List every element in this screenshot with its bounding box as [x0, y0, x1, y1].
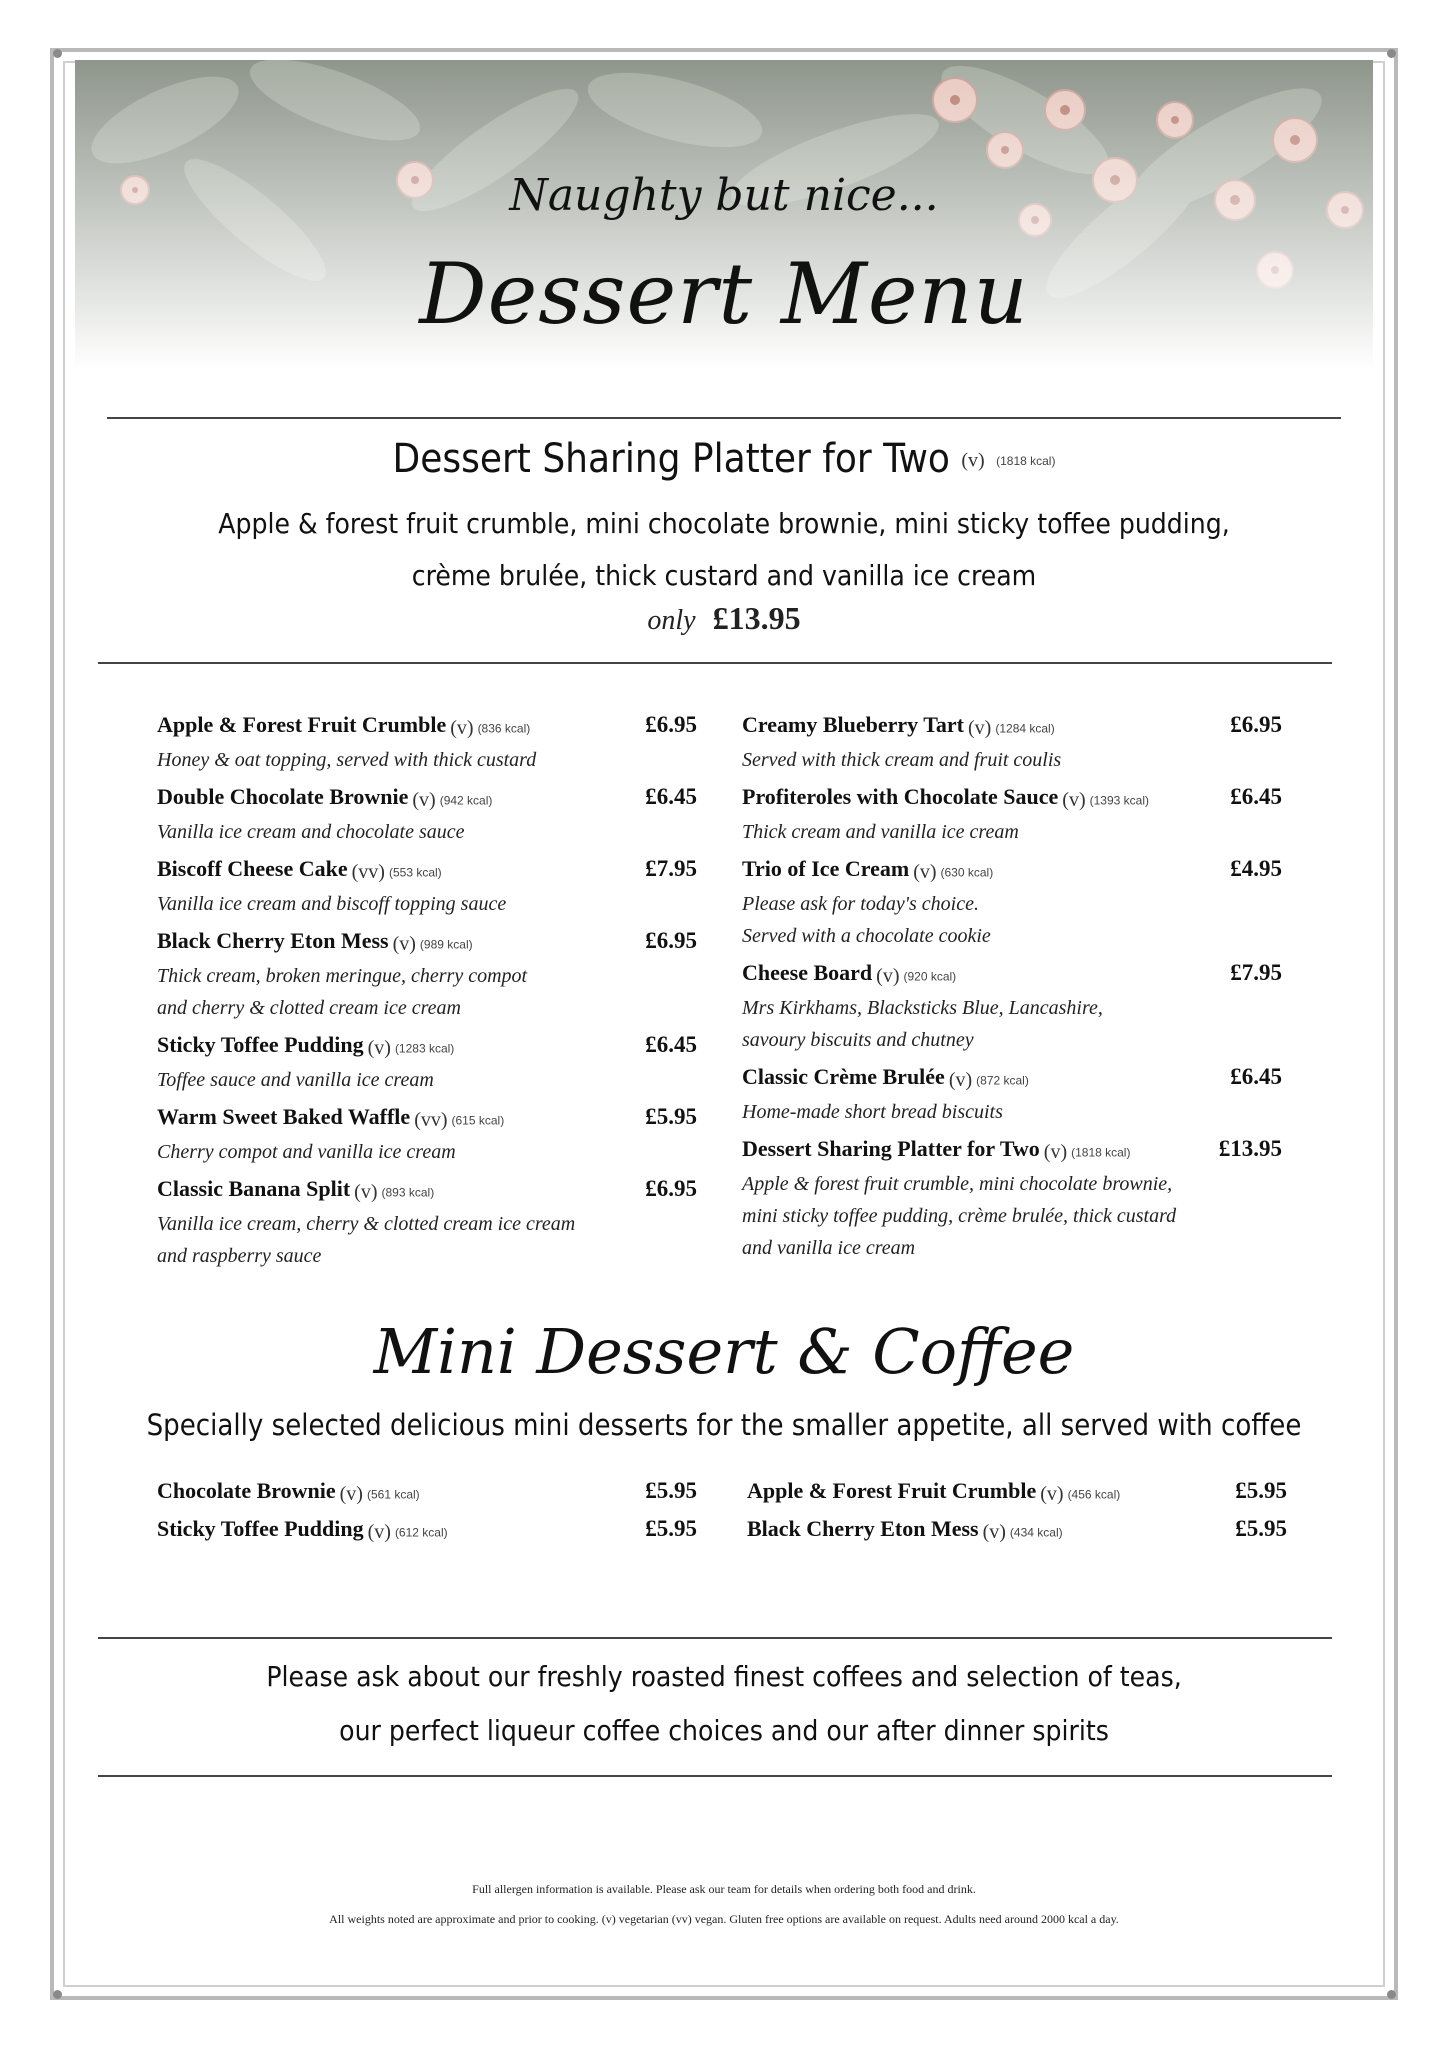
item-price: £13.95 — [1218, 1136, 1282, 1161]
item-name: Black Cherry Eton Mess — [157, 928, 389, 953]
item-header — [742, 784, 1282, 816]
divider-platter — [98, 662, 1332, 664]
item-description: Apple & forest fruit crumble, mini chocolate brownie, — [742, 1173, 1173, 1195]
item-price: £6.45 — [645, 784, 697, 809]
corner-dot-br — [1387, 1990, 1396, 1999]
item-name: Black Cherry Eton Mess — [747, 1516, 979, 1541]
item-kcal: (434 kcal) — [1009, 1525, 1063, 1540]
item-header — [157, 1104, 697, 1136]
item-header — [157, 1478, 697, 1510]
item-price: £6.95 — [1230, 712, 1282, 737]
item-kcal: (456 kcal) — [1067, 1487, 1121, 1502]
item-price: £6.45 — [645, 1032, 697, 1057]
item-description: savoury biscuits and chutney — [742, 1029, 974, 1051]
item-diet: (v) — [354, 1180, 378, 1203]
mini-dessert-item — [747, 1478, 1287, 1516]
item-name: Profiteroles with Chocolate Sauce — [742, 784, 1059, 809]
item-name: Double Chocolate Brownie — [157, 784, 409, 809]
item-price: £6.95 — [645, 1176, 697, 1201]
dessert-item — [742, 784, 1282, 848]
item-price: £7.95 — [645, 856, 697, 881]
item-kcal: (893 kcal) — [381, 1185, 435, 1200]
legal-note: All weights noted are approximate and prior to cooking. (v) vegetarian (vv) vegan. Gluten free options are available on request. Adults need around 2000 kcal a day. — [329, 1912, 1119, 1926]
item-kcal: (615 kcal) — [451, 1113, 505, 1128]
item-header — [157, 712, 697, 744]
item-diet: (v) — [367, 1036, 391, 1059]
item-description: Thick cream and vanilla ice cream — [742, 821, 1019, 843]
item-description: Mrs Kirkhams, Blacksticks Blue, Lancashire, — [742, 997, 1103, 1019]
item-description: mini sticky toffee pudding, crème brulée, thick custard — [742, 1205, 1177, 1227]
item-diet: (vv) — [351, 860, 385, 883]
mini-section-subtitle: Specially selected delicious mini desserts for the smaller appetite, all served with coffee — [146, 1408, 1302, 1442]
item-price: £5.95 — [645, 1516, 697, 1541]
item-price: £6.45 — [1230, 784, 1282, 809]
drinks-note-line1: Please ask about our freshly roasted finest coffees and selection of teas, — [266, 1660, 1182, 1693]
item-kcal: (1283 kcal) — [394, 1041, 455, 1056]
item-diet: (v) — [913, 860, 937, 883]
item-header — [157, 1032, 697, 1064]
item-name: Trio of Ice Cream — [742, 856, 910, 881]
item-diet: (vv) — [414, 1108, 448, 1131]
item-header — [157, 928, 697, 960]
platter-diet: (v) — [961, 449, 985, 472]
item-diet: (v) — [367, 1520, 391, 1543]
dessert-item — [157, 1032, 697, 1096]
item-kcal: (1818 kcal) — [1071, 1145, 1131, 1160]
item-price: £7.95 — [1230, 960, 1282, 985]
menu-title: Dessert Menu — [419, 245, 1029, 343]
item-description: Honey & oat topping, served with thick custard — [157, 749, 537, 771]
mini-section-title: Mini Dessert & Coffee — [373, 1315, 1075, 1388]
platter-heading — [0, 436, 1448, 482]
item-price: £6.95 — [645, 928, 697, 953]
item-header — [747, 1516, 1287, 1548]
platter-price: £13.95 — [712, 600, 801, 636]
platter-price-line — [0, 600, 1448, 637]
item-name: Sticky Toffee Pudding — [157, 1516, 364, 1541]
dessert-list-left — [157, 712, 697, 1280]
platter-description — [0, 498, 1448, 602]
item-price: £4.95 — [1230, 856, 1282, 881]
dessert-item — [157, 1176, 697, 1272]
item-name: Biscoff Cheese Cake — [157, 856, 348, 881]
item-kcal: (872 kcal) — [976, 1073, 1029, 1088]
item-kcal: (630 kcal) — [940, 865, 994, 880]
mini-list-left — [157, 1478, 697, 1554]
item-header — [157, 1176, 697, 1208]
item-price: £5.95 — [645, 1478, 697, 1503]
item-description: Served with a chocolate cookie — [742, 925, 991, 947]
drinks-note — [0, 1650, 1448, 1758]
item-diet: (v) — [1040, 1482, 1064, 1505]
item-name: Classic Crème Brulée — [742, 1064, 945, 1089]
item-name: Dessert Sharing Platter for Two — [742, 1136, 1040, 1161]
item-header — [742, 960, 1282, 992]
item-header — [747, 1478, 1287, 1510]
dessert-item — [742, 1064, 1282, 1128]
item-description: Toffee sauce and vanilla ice cream — [157, 1069, 434, 1091]
item-price: £5.95 — [1235, 1478, 1287, 1503]
platter-desc-line2: crème brulée, thick custard and vanilla ice cream — [411, 559, 1037, 592]
dessert-item — [157, 712, 697, 776]
mini-dessert-item — [747, 1516, 1287, 1554]
item-diet: (v) — [968, 716, 992, 739]
item-description: Please ask for today's choice. — [742, 893, 979, 915]
item-header — [157, 784, 697, 816]
item-name: Apple & Forest Fruit Crumble — [747, 1478, 1037, 1503]
item-header — [157, 856, 697, 888]
item-description: Cherry compot and vanilla ice cream — [157, 1141, 456, 1163]
platter-kcal: (1818 kcal) — [996, 454, 1056, 468]
item-diet: (v) — [948, 1068, 973, 1091]
item-name: Cheese Board — [742, 960, 873, 985]
item-diet: (v) — [412, 788, 436, 811]
item-diet: (v) — [1062, 788, 1086, 811]
item-kcal: (989 kcal) — [419, 937, 473, 952]
item-header — [157, 1516, 697, 1548]
drinks-note-line2: our perfect liqueur coffee choices and our after dinner spirits — [339, 1714, 1109, 1747]
dessert-item — [742, 712, 1282, 776]
divider-top — [107, 417, 1341, 419]
item-name: Classic Banana Split — [157, 1176, 351, 1201]
dessert-item — [742, 960, 1282, 1056]
item-kcal: (920 kcal) — [903, 969, 957, 984]
mini-dessert-item — [157, 1478, 697, 1516]
divider-footer-top — [98, 1637, 1332, 1639]
item-diet: (v) — [876, 964, 900, 987]
platter-title: Dessert Sharing Platter for Two — [392, 436, 950, 482]
dessert-item — [157, 928, 697, 1024]
item-kcal: (942 kcal) — [439, 793, 493, 808]
dessert-item — [742, 1136, 1282, 1264]
item-diet: (v) — [450, 716, 474, 739]
item-kcal: (836 kcal) — [477, 721, 531, 736]
platter-price-prefix: only — [647, 605, 696, 636]
item-price: £5.95 — [1235, 1516, 1287, 1541]
item-diet: (v) — [1043, 1140, 1068, 1163]
platter-desc-line1: Apple & forest fruit crumble, mini chocolate brownie, mini sticky toffee pudding, — [218, 507, 1230, 540]
item-name: Sticky Toffee Pudding — [157, 1032, 364, 1057]
item-description: Vanilla ice cream and biscoff topping sauce — [157, 893, 507, 915]
tagline: Naughty but nice... — [509, 170, 939, 221]
item-description: Vanilla ice cream, cherry & clotted cream ice cream — [157, 1213, 576, 1235]
dessert-item — [157, 1104, 697, 1168]
item-header — [742, 1064, 1282, 1096]
item-kcal: (553 kcal) — [388, 865, 442, 880]
item-diet: (v) — [392, 932, 416, 955]
item-diet: (v) — [982, 1520, 1006, 1543]
dessert-item — [742, 856, 1282, 952]
item-kcal: (1284 kcal) — [995, 721, 1055, 736]
divider-footer-bottom — [98, 1775, 1332, 1777]
dessert-list-right — [742, 712, 1282, 1272]
allergen-note: Full allergen information is available. Please ask our team for details when ordering both food and drink. — [472, 1882, 976, 1896]
item-name: Warm Sweet Baked Waffle — [157, 1104, 411, 1129]
corner-dot-tr — [1387, 49, 1396, 58]
item-header — [742, 856, 1282, 888]
mini-dessert-item — [157, 1516, 697, 1554]
item-price: £6.45 — [1230, 1064, 1282, 1089]
dessert-item — [157, 856, 697, 920]
item-diet: (v) — [339, 1482, 363, 1505]
item-name: Chocolate Brownie — [157, 1478, 336, 1503]
item-kcal: (1393 kcal) — [1089, 793, 1149, 808]
item-description: Thick cream, broken meringue, cherry compot — [157, 965, 528, 987]
item-kcal: (561 kcal) — [366, 1487, 420, 1502]
item-name: Apple & Forest Fruit Crumble — [157, 712, 447, 737]
item-header — [742, 712, 1282, 744]
item-description: and cherry & clotted cream ice cream — [157, 997, 461, 1019]
mini-list-right — [747, 1478, 1287, 1554]
item-kcal: (612 kcal) — [394, 1525, 448, 1540]
dessert-item — [157, 784, 697, 848]
corner-dot-tl — [53, 49, 62, 58]
item-description: and vanilla ice cream — [742, 1237, 916, 1259]
item-description: Home-made short bread biscuits — [742, 1101, 1003, 1123]
item-description: Served with thick cream and fruit coulis — [742, 749, 1062, 771]
item-price: £6.95 — [645, 712, 697, 737]
item-header — [742, 1136, 1282, 1168]
item-description: and raspberry sauce — [157, 1245, 322, 1267]
item-description: Vanilla ice cream and chocolate sauce — [157, 821, 465, 843]
corner-dot-bl — [53, 1990, 62, 1999]
item-name: Creamy Blueberry Tart — [742, 712, 965, 737]
item-price: £5.95 — [645, 1104, 697, 1129]
